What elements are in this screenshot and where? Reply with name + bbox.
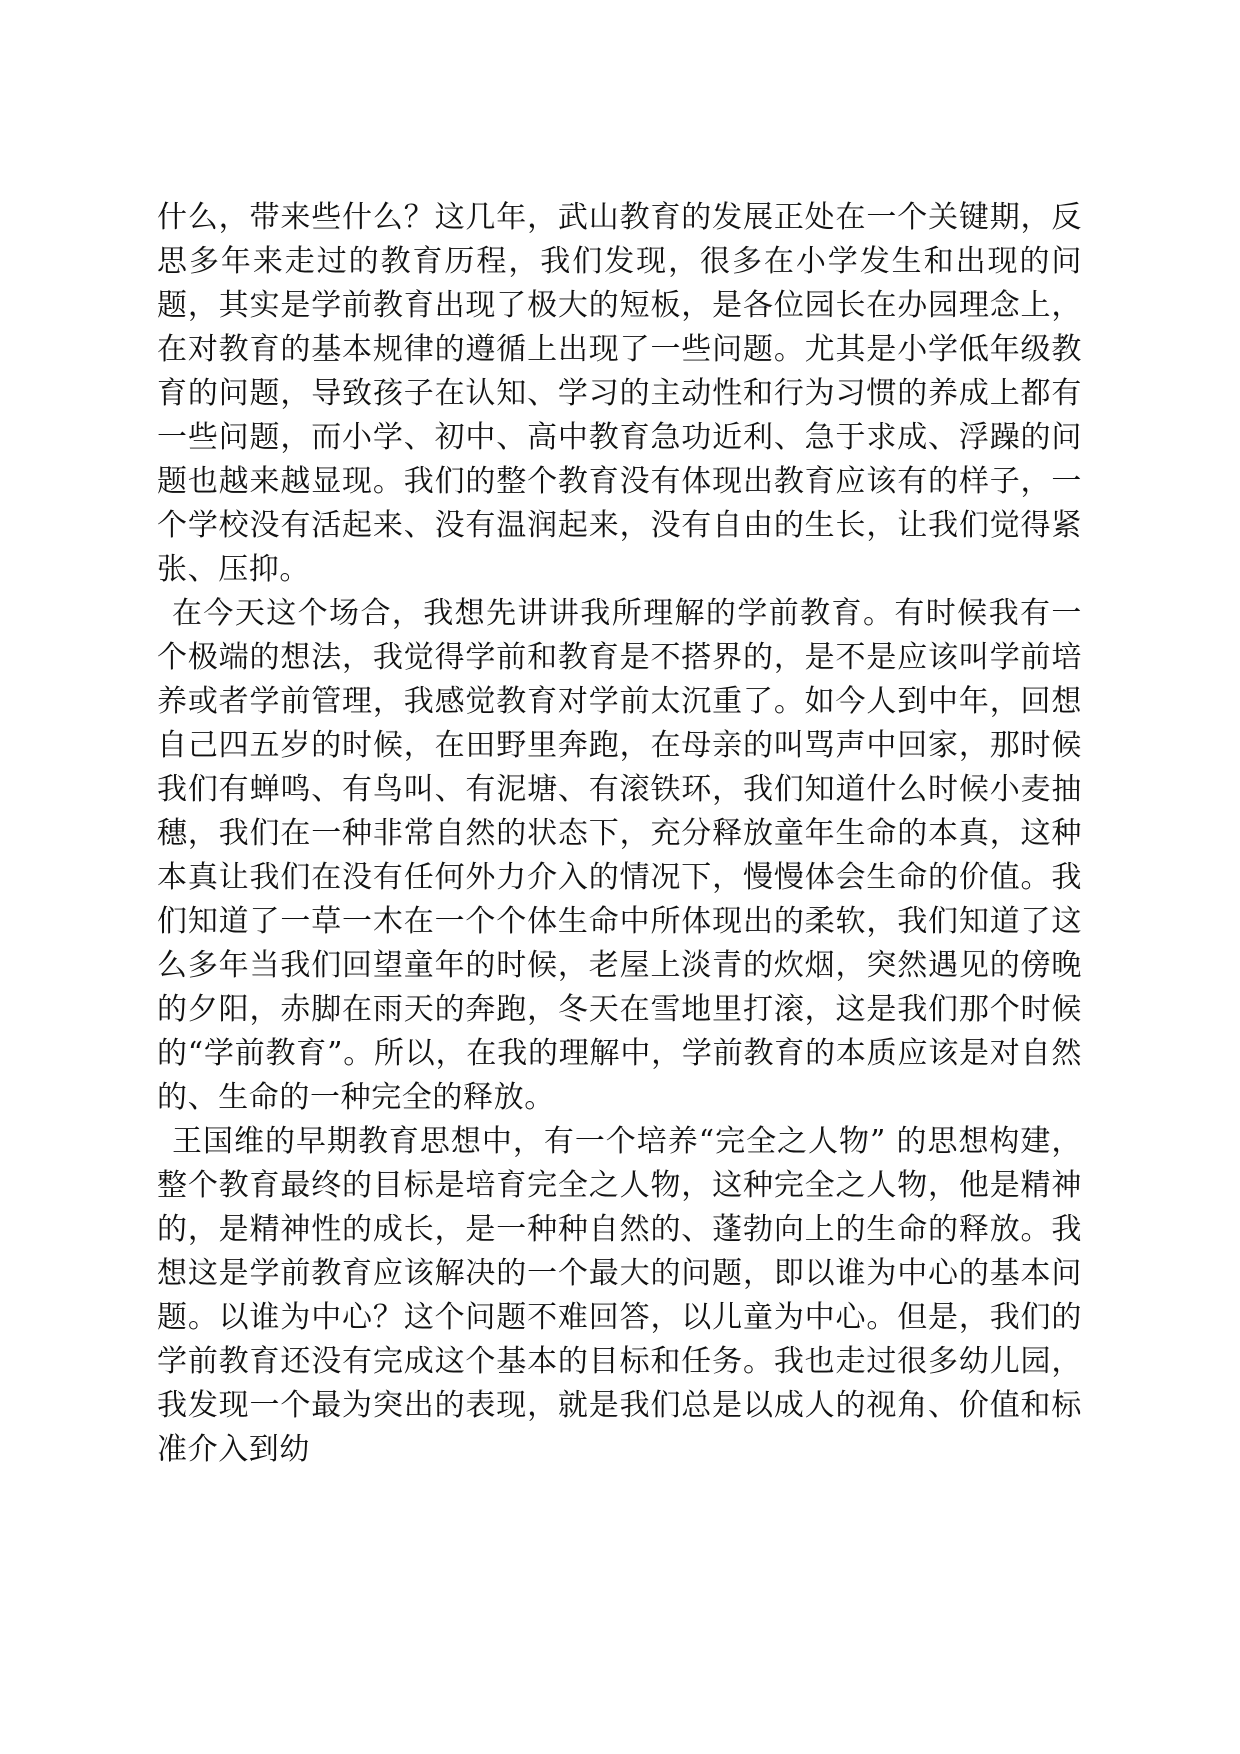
paragraph-3: 王国维的早期教育思想中，有一个培养“完全之人物” 的思想构建，整个教育最终的目标是培育完全之人物，这种完全之人物，他是精神的，是精神性的成长，是一种种自然的、蓬勃向上的生命的释放。我想这是学前教育应该解决的一个最大的问题，即以谁为中心的基本问题。以谁为中心？这个问题不难回答，以儿童为中心。但是，我们的学前教育还没有完成这个基本的目标和任务。我也走过很多幼儿园，我发现一个最为突出的表现，就是我们总是以成人的视角、价值和标准介入到幼 bbox=[157, 1124, 1082, 1467]
body-text bbox=[157, 196, 1082, 1472]
paragraph-1: 什么，带来些什么？这几年，武山教育的发展正处在一个关键期，反思多年来走过的教育历程，我们发现，很多在小学发生和出现的问题，其实是学前教育出现了极大的短板，是各位园长在办园理念上，在对教育的基本规律的遵循上出现了一些问题。尤其是小学低年级教育的问题，导致孩子在认知、学习的主动性和行为习惯的养成上都有一些问题，而小学、初中、高中教育急功近利、急于求成、浮躁的问题也越来越显现。我们的整个教育没有体现出教育应该有的样子，一个学校没有活起来、没有温润起来，没有自由的生长，让我们觉得紧张、压抑。 bbox=[157, 200, 1082, 587]
paragraph-2: 在今天这个场合，我想先讲讲我所理解的学前教育。有时候我有一个极端的想法，我觉得学前和教育是不搭界的，是不是应该叫学前培养或者学前管理，我感觉教育对学前太沉重了。如今人到中年，回想自己四五岁的时候，在田野里奔跑，在母亲的叫骂声中回家，那时候我们有蝉鸣、有鸟叫、有泥塘、有滚铁环，我们知道什么时候小麦抽穗，我们在一种非常自然的状态下，充分释放童年生命的本真，这种本真让我们在没有任何外力介入的情况下，慢慢体会生命的价值。我们知道了一草一木在一个个体生命中所体现出的柔软，我们知道了这么多年当我们回望童年的时候，老屋上淡青的炊烟，突然遇见的傍晚的夕阳，赤脚在雨天的奔跑，冬天在雪地里打滚，这是我们那个时候的“学前教育”。所以，在我的理解中，学前教育的本质应该是对自然的、生命的一种完全的释放。 bbox=[157, 596, 1082, 1115]
